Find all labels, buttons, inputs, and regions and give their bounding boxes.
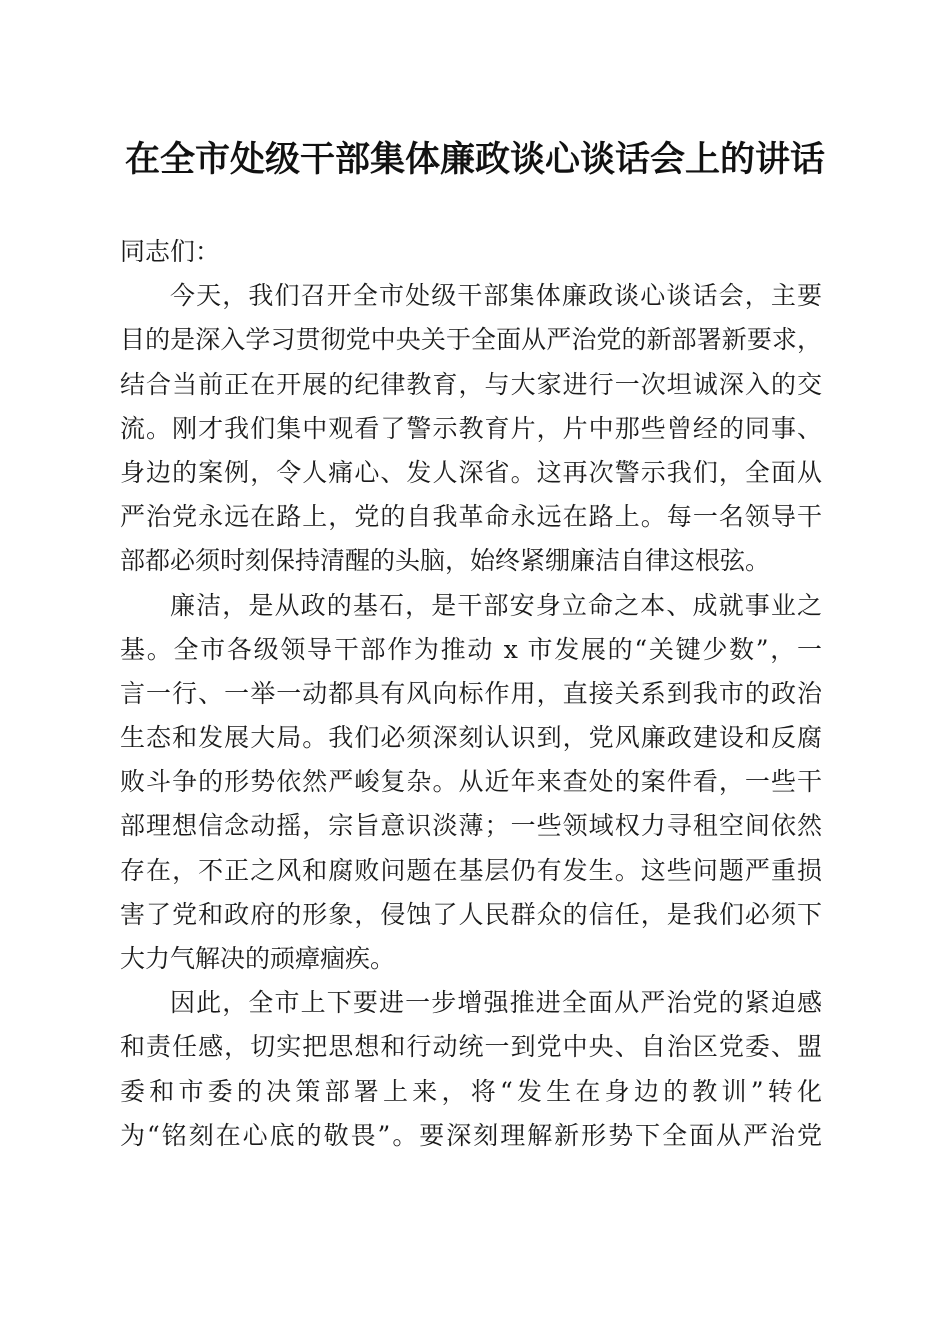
text-line: 败斗争的形势依然严峻复杂。从近年来查处的案件看，一些干: [120, 767, 822, 797]
text-line: 目的是深入学习贯彻党中央关于全面从严治党的新部署新要求，: [120, 325, 822, 355]
text-line: 言一行、一举一动都具有风向标作用，直接关系到我市的政治: [120, 678, 822, 708]
text-line: 部理想信念动摇，宗旨意识淡薄；一些领域权力寻租空间依然: [120, 811, 822, 841]
text-line: 基。全市各级领导干部作为推动 x 市发展的“关键少数”，一: [120, 634, 822, 664]
text-line: 同志们：: [120, 237, 221, 266]
text-line: 部都必须时刻保持清醒的头脑，始终紧绷廉洁自律这根弦。: [120, 546, 771, 576]
document-title: 在全市处级干部集体廉政谈心谈话会上的讲话: [124, 139, 825, 180]
document-body: [120, 230, 822, 1158]
text-line: 委和市委的决策部署上来，将“发生在身边的教训”转化: [120, 1076, 822, 1106]
text-line: 廉洁，是从政的基石，是干部安身立命之本、成就事业之: [170, 590, 822, 620]
text-line: 害了党和政府的形象，侵蚀了人民群众的信任，是我们必须下: [120, 899, 822, 929]
text-line: 为“铭刻在心底的敬畏”。要深刻理解新形势下全面从严治党: [120, 1120, 822, 1150]
text-line: 大力气解决的顽瘴痼疾。: [120, 944, 396, 973]
text-line: 身边的案例，令人痛心、发人深省。这再次警示我们，全面从: [120, 457, 822, 487]
text-line: 存在，不正之风和腐败问题在基层仍有发生。这些问题严重损: [120, 855, 822, 885]
text-line: 生态和发展大局。我们必须深刻认识到，党风廉政建设和反腐: [120, 723, 822, 753]
text-line: 因此，全市上下要进一步增强推进全面从严治党的紧迫感: [170, 988, 822, 1018]
text-line: 和责任感，切实把思想和行动统一到党中央、自治区党委、盟: [120, 1032, 822, 1062]
text-line: 结合当前正在开展的纪律教育，与大家进行一次坦诚深入的交: [120, 369, 822, 399]
text-line: 流。刚才我们集中观看了警示教育片，片中那些曾经的同事、: [120, 413, 822, 443]
text-line: 今天，我们召开全市处级干部集体廉政谈心谈话会，主要: [170, 281, 822, 311]
text-line: 严治党永远在路上，党的自我革命永远在路上。每一名领导干: [120, 502, 822, 532]
